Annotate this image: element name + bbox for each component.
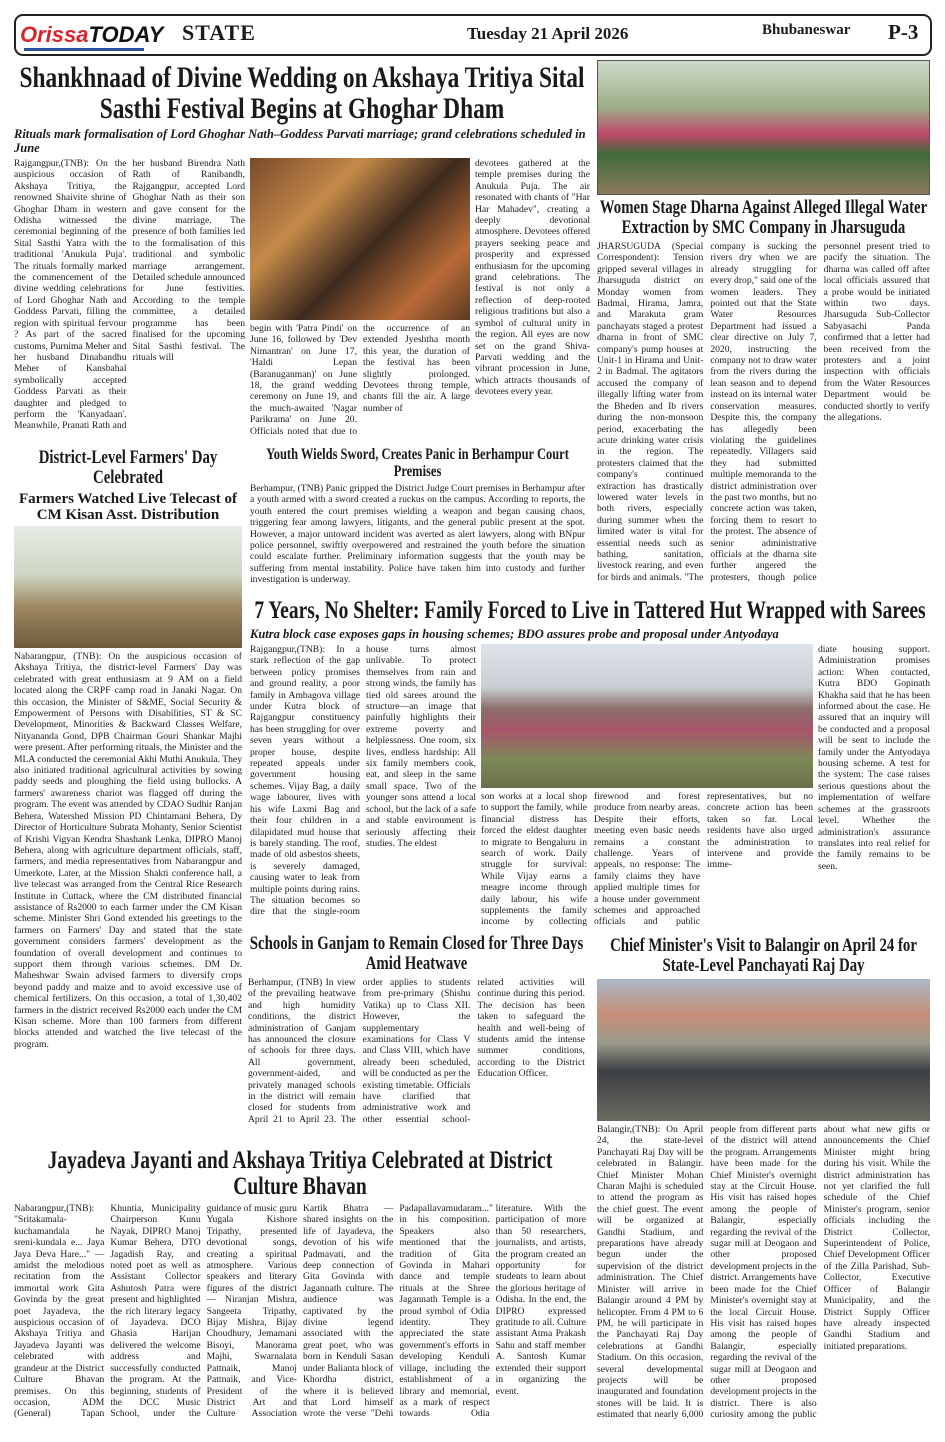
article-ganjam-schools bbox=[248, 934, 585, 1135]
edition-city: Bhubaneswar bbox=[762, 22, 851, 38]
headline-farmers-day: District-Level Farmers' Day Celebrated bbox=[38, 448, 218, 488]
article-cm-balangir bbox=[597, 936, 930, 1425]
body-ghoghar-2: begin with 'Patra Pindi' on June 16, followed by 'Dev Nimantran' on June 17, 'Haldi Lepan (Baranuganman)' on June 18, the grand wedding ceremony on June 19, and the much-awaited 'Nagar Parikrama' on June 20. Officials noted that due to the occurrence of an extended Jyeshtha month this year, the duration of the festival has been slightly prolonged. Devotees throng temple, chants fill the air. A large number of bbox=[250, 323, 470, 437]
deck-tattered-hut: Kutra block case exposes gaps in housing schemes; BDO assures probe and proposal under Antyodaya bbox=[250, 627, 779, 641]
headline-jayadeva: Jayadeva Jayanti and Akshaya Tritiya Celebrated at District Culture Bhavan bbox=[47, 1148, 553, 1200]
photo-ghoghar-puja bbox=[250, 158, 470, 320]
article-dharna bbox=[597, 60, 930, 590]
headline-tattered-hut: 7 Years, No Shelter: Family Forced to Live in Tattered Hut Wrapped with Sarees bbox=[254, 598, 926, 624]
newspaper-logo[interactable]: OrissaTODAY bbox=[20, 22, 164, 47]
issue-date: Tuesday 21 April 2026 bbox=[467, 24, 629, 43]
headline-dharna: Women Stage Dharna Against Alleged Illegal Water Extraction by SMC Company in Jharsuguda bbox=[599, 197, 928, 238]
article-berhampur-sword bbox=[250, 446, 585, 592]
logo-underline bbox=[24, 48, 144, 51]
subhead-farmers-day: Farmers Watched Live Telecast of CM Kisan Asst. Distribution bbox=[18, 491, 238, 523]
article-farmers-day bbox=[14, 448, 242, 1140]
body-dharna: JHARSUGUDA (Special Correspondent): Tension gripped several villages in Jharsuguda district on Monday women from Badmal, Hirama, Jamra, and Marakuta gram panchayats staged a protest dharna in front of SMC company's pump houses at Unit-1 in Hirama and Unit-2 in Badmal. The agitators accused the company of illegally lifting water from the Bheden and Ib rivers during the non-monsoon period, exacerbating the acute drinking water crisis in the region. The protesters claimed that the company's continued extraction has drastically lowered water levels in both rivers, especially during summer when the limited water is vital for essential needs such as bathing, sanitation, livestock rearing, and even for birds and animals. "The company is sucking the rivers dry when we are already struggling for every drop," said one of the women leaders. They pointed out that the State Water Resources Department had issued a clear directive on July 7, 2020, instructing the company not to draw water from the rivers during the lean season and to depend instead on its internal water conservation measures. Despite this, the company has allegedly been violating the guidelines repeatedly. Villagers said they had submitted multiple memoranda to the district administration over the past two months, but no concrete action was taken, forcing them to resort to the protest. The absence of senior administrative officials at the dharna site further angered the protesters, though police personnel present tried to pacify the situation. The dharna was called off after local officials assured that a probe would be initiated within two days. Jharsuguda Sub-Collector Sabyasachi Panda confirmed that a letter had been received from the protesters and a joint inspection with officials from the Water Resources Department would be conducted shortly to verify the allegations. bbox=[597, 241, 930, 583]
article-jayadeva bbox=[14, 1148, 586, 1425]
photo-tattered-hut bbox=[481, 644, 813, 788]
article-ghoghar bbox=[14, 62, 590, 440]
article-tattered-hut bbox=[250, 598, 930, 928]
section-name: STATE bbox=[182, 20, 256, 45]
body-farmers-day: Nabarangpur, (TNB): On the auspicious occasion of Akshaya Tritiya, the district-level Farmers' Day was celebrated with great enthusiasm at 9 AM on a field located along the CRPF camp road in Janaki Nagar. On this occasion, the Minister of S&ME, Social Security & Empowerment of Persons with Disabilities, ST & SC Development, Minorities & Backward Classes Welfare, Nityananda Gond, DPB Chairman Gouri Shankar Majhi were present. After performing rituals, the Minister and the MLA conducted the ceremonial Akhi Muthi Anukula. They also initiated traditional agricultural activities by sowing paddy seeds and ploughing the field using bullocks. A farmers' awareness chariot was flagged off during the program. The event was attended by CDAO Sudhir Ranjan Behera, Watershed Mission PD Chintamani Behera, Dy Director of Horticulture Subrata Mohanty, Senior Scientist of Krishi Vigyan Kendra Shashank Lenka, DIPRO Manoj Behera, along with agriculture department officials, staff, farmers, and media representatives from Nabarangpur and Umerkote. Later, at the Mission Shakti conference hall, a live telecast was arranged from the Central Rice Research Institute in Cuttack, where the CM distributed financial assistance of Rs2000 to each farmer under the CM Kisan scheme. Minister Shri Gond extended his greetings to the farmers on Farmers' Day and stated that the state government considers farmers' development as the foundation of overall development and continues to support them through various schemes. DM Dr. Maheshwar Swain advised farmers to diversify crops beyond paddy and maize and to avoid excessive use of chemical fertilizers. On this occasion, a total of 1,30,402 farmers in the district received Rs2000 each under the CM Kisan scheme. More than 100 farmers from different blocks attended and watched the live telecast of the program. bbox=[14, 651, 242, 1050]
headline-ganjam-schools: Schools in Ganjam to Remain Closed for Three Days Amid Heatwave bbox=[249, 934, 584, 974]
deck-ghoghar: Rituals mark formalisation of Lord Ghoghar Nath–Goddess Parvati marriage; grand celebrations scheduled in June bbox=[14, 127, 586, 155]
body-ganjam-schools: Berhampur, (TNB) In view of the prevailing heatwave and high humidity conditions, the district administration of Ganjam has announced the closure of schools for three days. All government, government-aided, and privately managed schools in the district will remain closed for students from April 21 to April 23. The order applies to students from pre-primary (Shishu Vatika) up to Class XII. However, the supplementary examinations for Class V and Class VIII, which have already been scheduled, will be conducted as per the existing timetable. Officials have clarified that administrative work and other essential school-related activities will continue during this period. The decision has been taken to safeguard the health and well-being of students amid the intense summer conditions, according to the District Education Officer. bbox=[248, 977, 585, 1125]
photo-farmers-ploughing bbox=[14, 526, 242, 648]
page-number: P-3 bbox=[888, 20, 919, 44]
body-cm-balangir: Balangir,(TNB): On April 24, the state-level Panchayati Raj Day will be celebrated in Balangir. Chief Minister Mohan Charan Majhi is scheduled to attend the program as the chief guest. The event will be organized at Gandhi Stadium, and preparations have already begun under the supervision of the district administration. The Chief Minister will arrive in Balangir around 4 PM by helicopter. From 4 PM to 6 PM, he will participate in the Panchayati Raj Day celebrations at Gandhi Stadium. On this occasion, several developmental projects will be inaugurated and foundation stones will be laid. It is estimated that nearly 6,000 people from different parts of the district will attend the program. Arrangements have been made for the Chief Minister's overnight stay at the Circuit House. His visit has raised hopes among the people of Balangir, especially regarding the revival of the sugar mill at Deogaon and other proposed development projects in the district. Arrangements have been made for the Chief Minister's overnight stay at the local Circuit House. His visit has raised hopes among the people of Balangir, especially regarding the revival of the sugar mill at Deogaon and other proposed development projects in the district. There is also curiosity among the public about what new gifts or announcements the Chief Minister might bring during his visit. While the district administration has not yet clarified the full schedule of the Chief Minister's program, senior officials including the District Collector, Superintendent of Police, Chief Development Officer of the Zilla Parishad, Sub-Collector, Executive Officer of Balangir Municipality, and the District Supply Officer have already inspected Gandhi Stadium and initiated preparations. bbox=[597, 1124, 930, 1421]
headline-cm-balangir: Chief Minister's Visit to Balangir on April 24 for State-Level Panchayati Raj Day bbox=[610, 936, 917, 976]
photo-cm-visit-inspection bbox=[597, 979, 930, 1121]
body-ghoghar-3: devotees gathered at the temple premises during the Anukula Puja. The air resonated with chants of "Har Har Mahadev", creating a deeply devotional atmosphere. Devotees offered prayers seeking peace and prosperity and expressed enthusiasm for the upcoming grand celebrations. The festival is not only a reflection of deep-rooted religious traditions but also a symbol of cultural unity in the region. All eyes are now set on the grand Shiva-Parvati wedding and the vibrant procession in June, which attracts thousands of devotees every year. bbox=[475, 158, 590, 398]
photo-women-dharna bbox=[597, 60, 930, 195]
body-jayadeva: Nabarangpur,(TNB): "Sritakamala-kuchamandala he sreni-kundala e... Jaya Jaya Deva Hare..." — amidst the melodious recitation from the immortal work Gita Govinda by the great poet Jayadeva, the auspicious occasion of Akshaya Tritiya and Jayadeva Jayanti was celebrated with grandeur at the District Culture Bhavan premises. On this occasion, ADM (General) Tapan Khuntia, Municipality Chairperson Kunu Nayak, DIPRO Manoj Kumar Behera, DTO Jagadish Ray, and noted poet as well as Assistant Collector Ashutosh Patra were present and highlighted the rich literary legacy of Jayadeva. DCO Ghasia Harijan delivered the welcome address and successfully conducted the program. At the beginning, students of the DCC Music School, under the guidance of music guru Yugala Kishore Tripathy, presented devotional songs, creating a spiritual atmosphere. Various speakers and literary figures of the district — Niranjan Mishra, Sangeeta Tripathy, Bijay Mishra, Bijay Choudhury, Jemamani Bisoyi, Manorama Majhi, Swarnalata Pattnaik, Manoj Pattnaik, and Vice-President of the District Art and Culture Association Kartik Bhatra — shared insights on the life of Jayadeva, the devotion of his wife Padmavati, and the deep connection of Gita Govinda with Jagannath culture. The audience was captivated by the divine legend associated with the great poet, who was born in Kenduli Sasan under Balianta block of Khordha district, where it is believed that Lord himself wrote the verse "Dehi Padapallavamudaram..." in his composition. Speakers also mentioned that the tradition of Gita Govinda in Mahari dance and temple rituals at the Shree Jagannath Temple is a proud symbol of Odia identity. They appreciated the state government's efforts in developing Kenduli village, including the establishment of a library and memorial, as a mark of respect towards Odia literature. With the participation of more than 50 researchers, journalists, and artists, the program created an opportunity for students to learn about the glorious heritage of Odisha. In the end, the DIPRO expressed gratitude to all. Culture assistant Atma Prakash Sahu and staff member A. Santosh Kumar extended their support in organizing the event. bbox=[14, 1203, 586, 1420]
body-hut-1: Rajgangpur,(TNB): In a stark reflection of the gap between policy promises and ground reality, a poor family in Ambagova village under Kutra block of Rajgangpur constituency has been struggling for over seven years without a proper house, despite repeated appeals under government housing schemes. Vijay Bag, a daily wage labourer, lives with his wife Laxmi Bag and their four children in a dilapidated mud house that is barely standing. The roof, made of old asbestos sheets, is severely damaged, causing water to leak from multiple points during rains. The situation becomes so dire that the single-room house turns almost unlivable. To protect themselves from rain and strong winds, the family has tied old sarees around the structure—an image that painfully highlights their extreme poverty and helplessness. One room, six lives, endless hardship: All six family members cook, eat, and sleep in the same small space. Two of the younger sons attend a local school, but the lack of a safe and stable environment is seriously affecting their studies. The eldest bbox=[250, 644, 476, 918]
headline-berhampur-sword: Youth Wields Sword, Creates Panic in Berhampur Court Premises bbox=[266, 446, 569, 480]
body-hut-2: son works at a local shop to support the family, while financial distress has forced the eldest daughter to migrate to Bengaluru in search of work. Daily struggle for survival: While Vijay earns a meagre income through daily labour, his wife supplements the family income by collecting firewood and forest produce from nearby areas. Despite their efforts, meeting even basic needs remains a constant challenge. Years of appeals, no response: The family claims they have applied multiple times for a house under government schemes and approached officials and public representatives, but no concrete action has been taken so far. Local residents have also urged the administration to intervene and provide imme- bbox=[481, 791, 813, 928]
headline-ghoghar: Shankhnaad of Divine Wedding on Akshaya Tritiya Sital Sasthi Festival Begins at Ghoghar Dham bbox=[19, 62, 585, 125]
body-ghoghar-1: Rajgangpur,(TNB): On the auspicious occasion of Akshaya Tritiya, the renowned Shaivite shrine of Ghoghar Dham in western Odisha witnessed the ceremonial beginning of the Sital Sasthi Yatra with the traditional 'Anukula Puja'. The rituals formally marked the commencement of the divine wedding celebrations of Lord Ghoghar Nath and Goddess Parvati, filling the region with spiritual fervour ? As part of the sacred customs, Purnima Meher and her husband Dinabandhu Meher of Kansbahal symbolically accepted Goddess Parvati as their daughter and pledged to perform the 'Kanyadaan'. Meanwhile, Pranati Rath and her husband Birendra Nath Rath of Ranibandh, Rajgangpur, accepted Lord Ghoghar Nath as their son and gave consent for the divine marriage. The presence of both families led to the formalisation of this traditional and symbolic marriage arrangement. Detailed schedule announced for June festivities. According to the temple committee, a detailed programme has been finalised for the upcoming Sital Sasthi festival. The rituals will bbox=[14, 158, 245, 432]
body-hut-3: diate housing support. Administration promises action: When contacted, Kutra BDO Gopinath Khakha said that he has been informed about the case. He assured that an inquiry will be conducted and a proposal will be sent to include the family under the Antyodaya housing scheme. A test for the system: The case raises serious questions about the implementation of welfare schemes at the grassroots level. Whether the administration's assurance translates into real relief for the family remains to be seen. bbox=[818, 644, 930, 872]
body-berhampur-sword: Berhampur, (TNB) Panic gripped the District Judge Court premises in Berhampur after a youth armed with a sword created a ruckus on the campus. According to reports, the youth entered the court premises wielding a weapon and began causing chaos, triggering fear among lawyers, litigants, and the general public present at the spot. However, a major untoward incident was averted as alert lawyers, along with BNpur police personnel, swiftly overpowered and restrained the youth before the situation could escalate further. Preliminary information suggests that the youth may be suffering from mental instability. Police have taken him into custody and further investigation is underway. bbox=[250, 483, 585, 586]
